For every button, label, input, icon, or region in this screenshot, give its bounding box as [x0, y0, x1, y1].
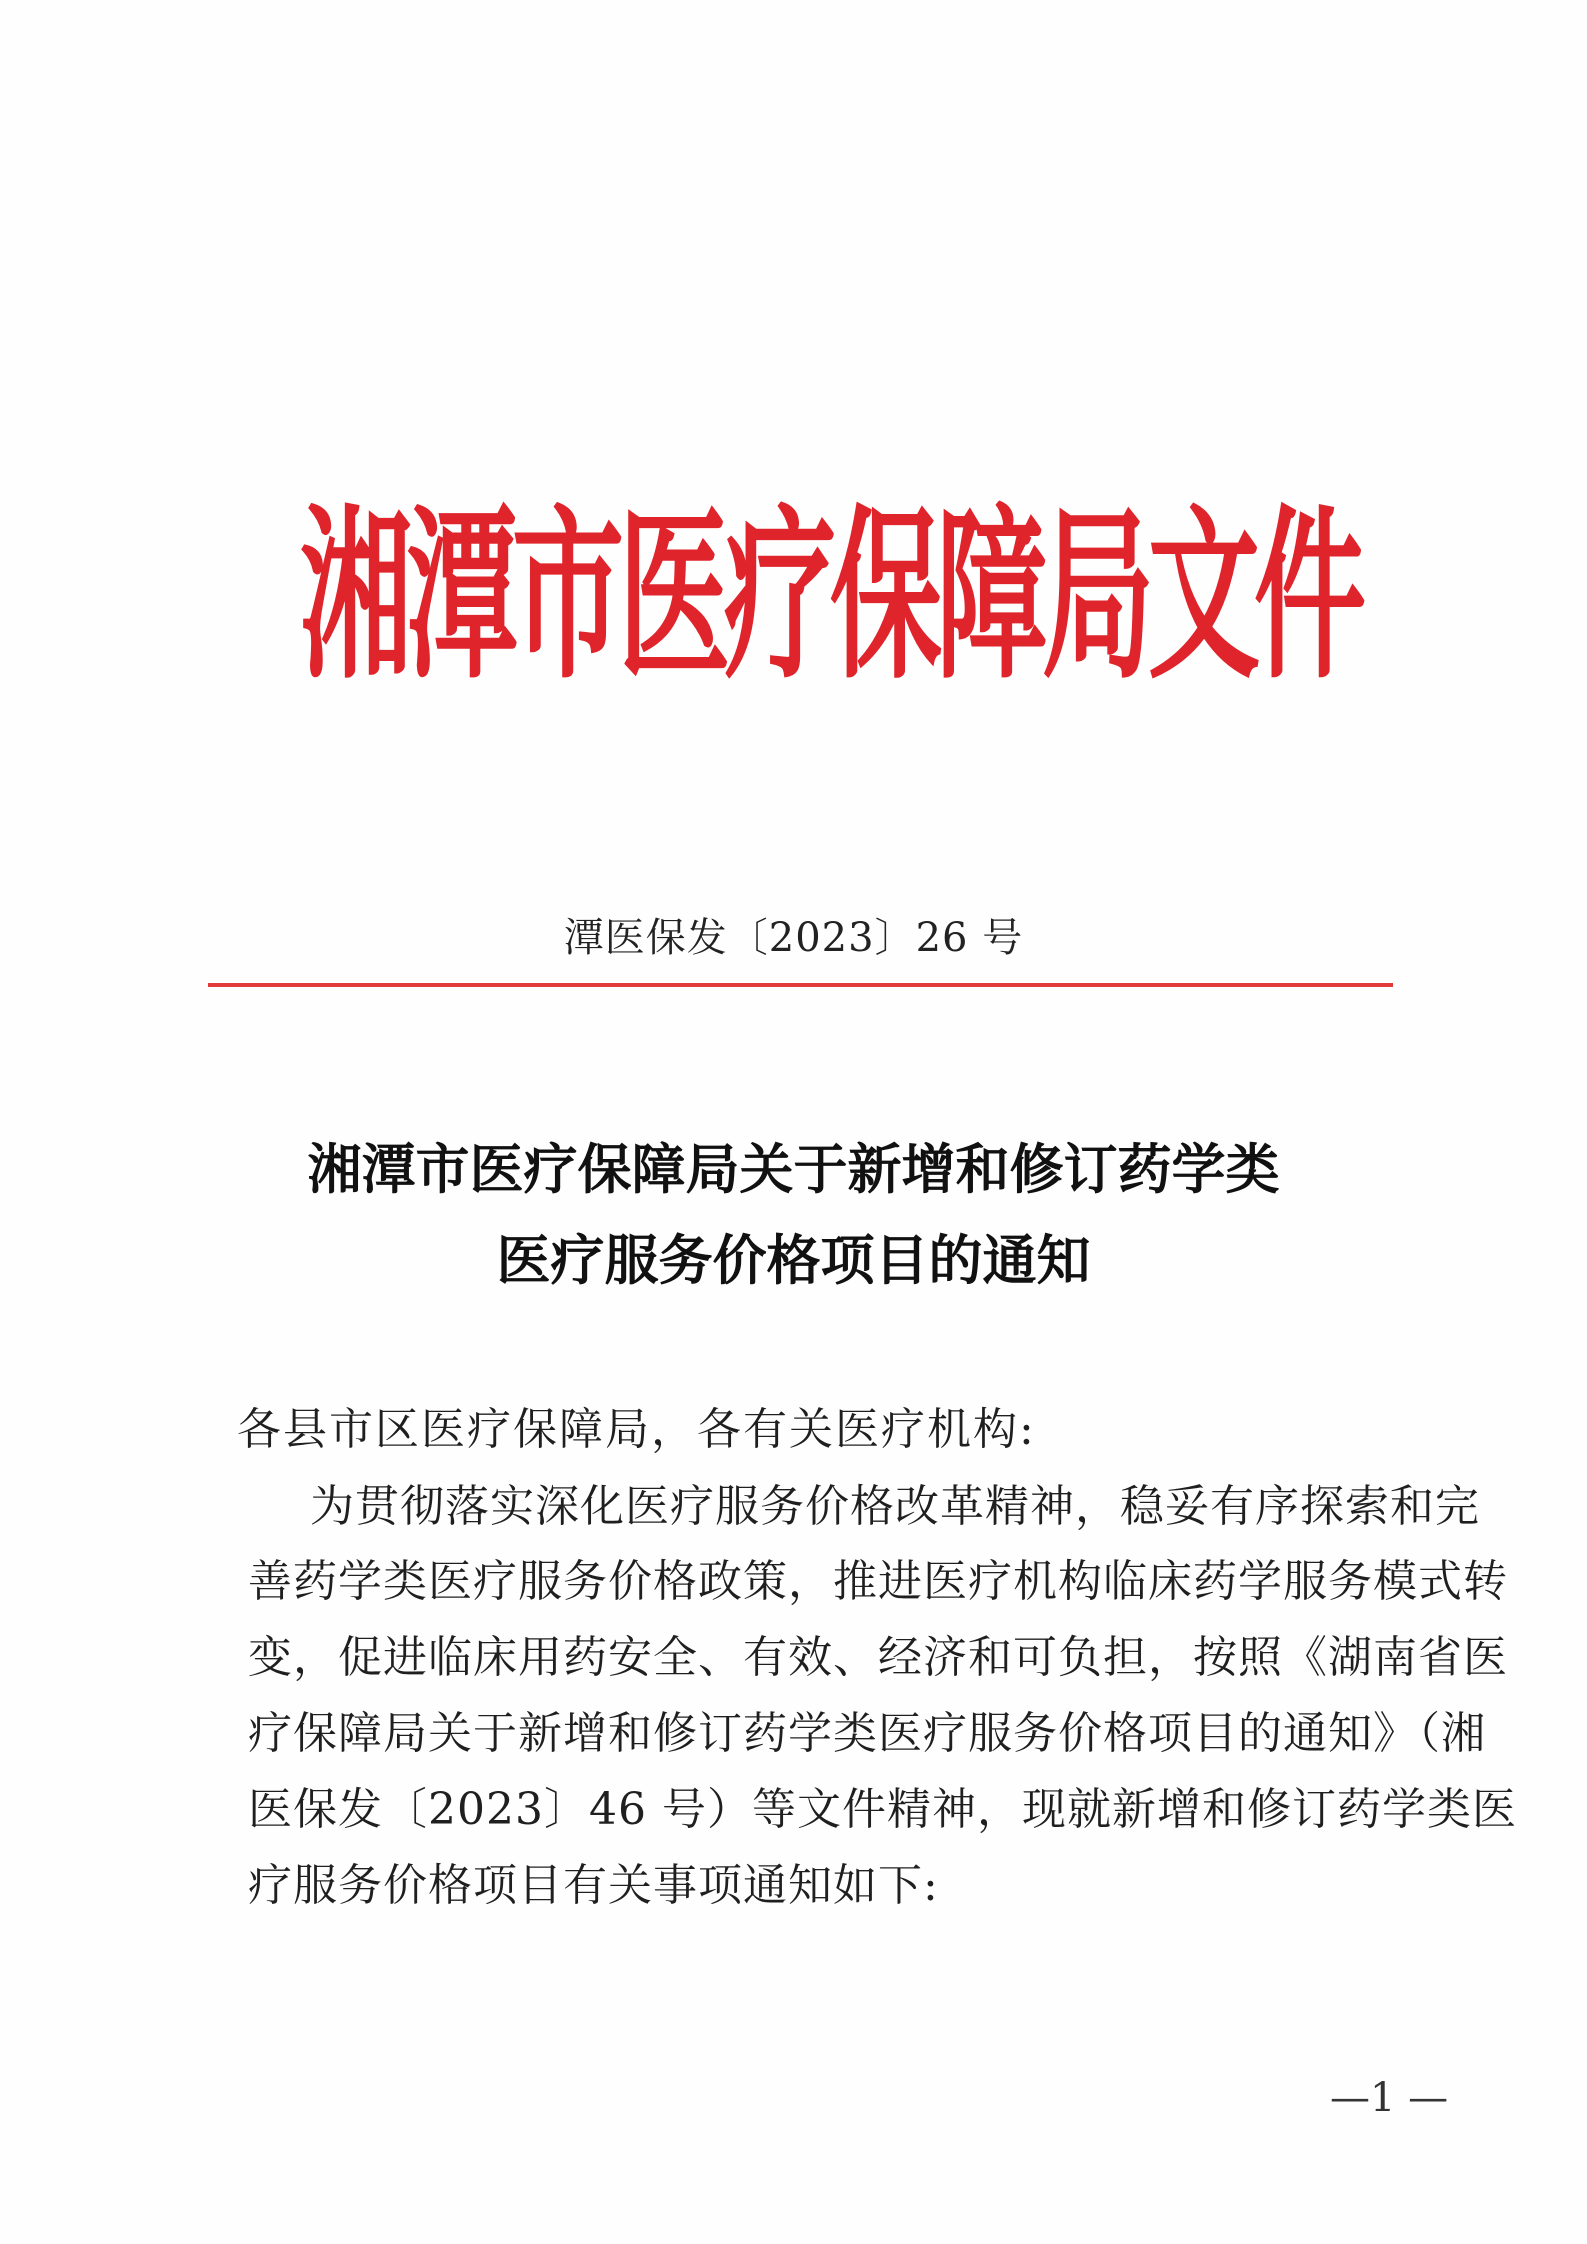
paragraph-line-4: 疗保障局关于新增和修订药学类医疗服务价格项目的通知》（湘: [248, 1708, 1486, 1759]
page-number: —1 —: [1330, 2075, 1449, 2121]
paragraph-line-5: 医保发〔2023〕46 号）等文件精神，现就新增和修订药学类医: [248, 1784, 1517, 1835]
red-divider-line: [208, 983, 1393, 987]
document-number: 潭医保发〔2023〕26 号: [563, 915, 1024, 961]
document-header-title: 湘潭市医疗保障局文件: [300, 490, 1360, 705]
notice-title-line-1: 湘潭市医疗保障局关于新增和修订药学类: [307, 1138, 1280, 1201]
salutation: 各县市区医疗保障局，各有关医疗机构:: [237, 1404, 1036, 1455]
paragraph-line-6: 疗服务价格项目有关事项通知如下:: [248, 1860, 939, 1911]
notice-title-line-2: 医疗服务价格项目的通知: [496, 1229, 1091, 1292]
paragraph-line-1: 为贯彻落实深化医疗服务价格改革精神，稳妥有序探索和完: [310, 1481, 1480, 1532]
paragraph-line-2: 善药学类医疗服务价格政策，推进医疗机构临床药学服务模式转: [248, 1556, 1508, 1607]
paragraph-line-3: 变，促进临床用药安全、有效、经济和可负担，按照《湖南省医: [248, 1632, 1508, 1683]
